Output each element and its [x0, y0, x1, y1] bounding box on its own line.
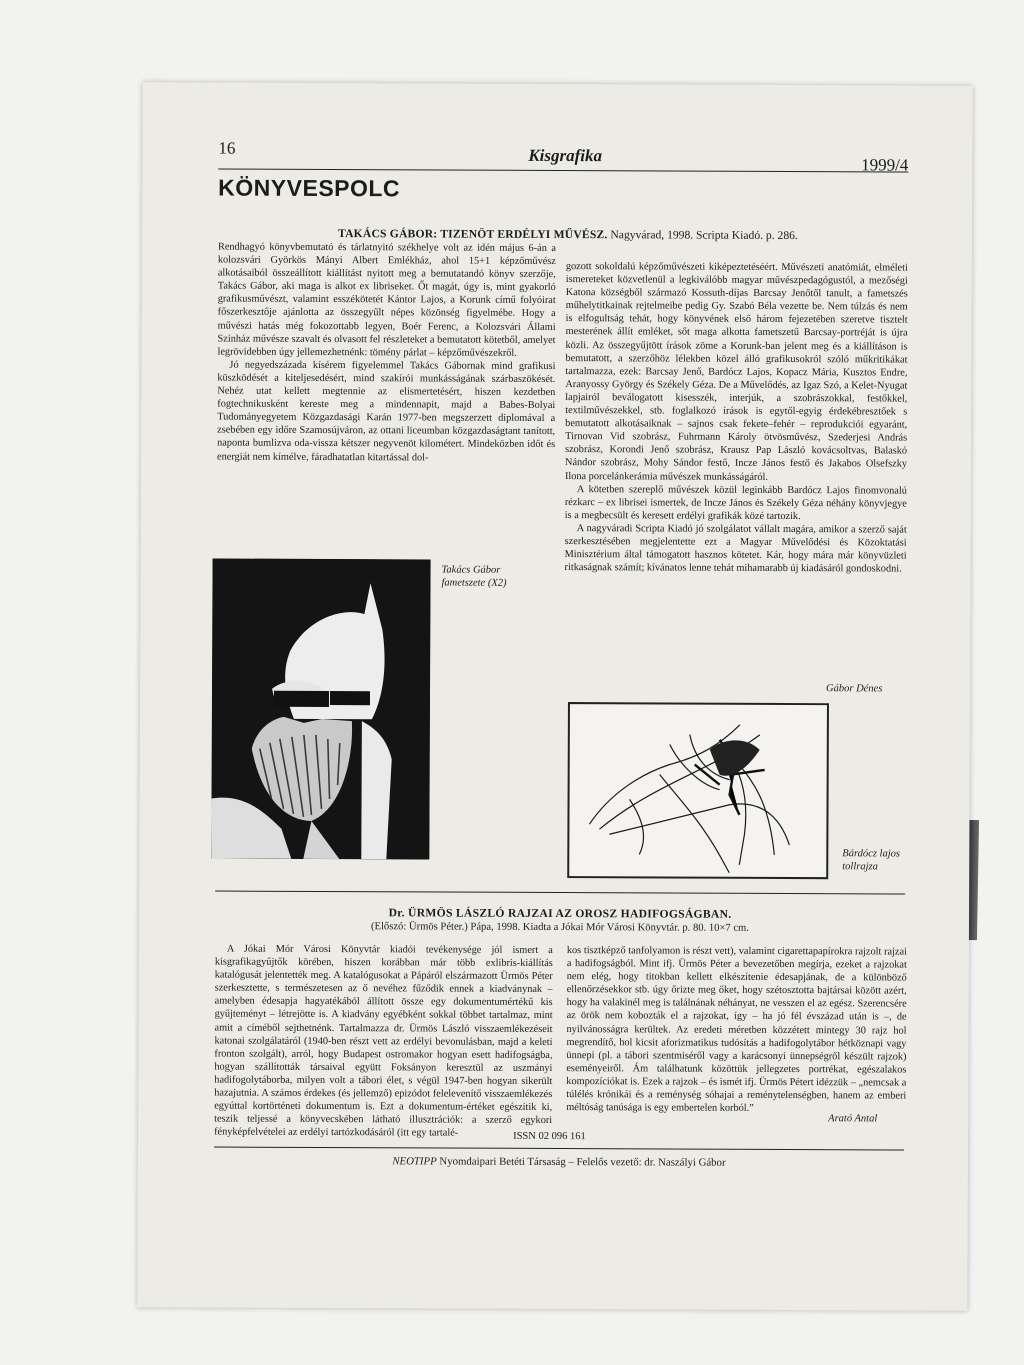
- image2-caption: Bárdócz lajos tollrajza: [842, 848, 900, 873]
- paragraph: kos tisztképző tanfolyamon is részt vett), valamint cigarettapapírokra rajzolt rajzai a hadifogságból. Mint ifj. Ürmös Péter a bevezetőben megírja, ezeket a rajzokat nem elég, hogy titokban kellett elkészítenie édesapjának, de a különböző ellenőrzésekkor stb. úgy őrizte meg őket, hogy szétosztotta bajtársai között azért, hogy ha valakinél meg is találnának néhányat, ne vesszen el az egész. Szerencsére az örök nem kobozták el a rajzokat, így – ha jó fél évszázad után is –, de nyilvánosságra kerültek. Az eredeti méretben közzétett mintegy 30 rajz hol megrendítő, hol kicsit aforizmatikus tudósítás a hadifogolytábor hétköznapi vagy ünnepi (pl. a tábori szentmiséről vagy a karácsonyi ünnepségről készült rajzok) eseményeiről. Ám találhatunk közöttük jellegzetes portrékat, egészalakos kompozíciókat is. Ezek a rajzok – és ismét ifj. Ürmös Pétert idézzük – „nemcsak a túlélés krónikái és a reménység sóhajai a reménytelenségben, hanem az emberi méltóság tanúsága is egy embertelen korból.”: [566, 945, 907, 1114]
- article-divider: [215, 891, 905, 895]
- article1-heading: [338, 227, 798, 242]
- article1-publication: Nagyvárad, 1998. Scripta Kiadó. p. 286.: [610, 228, 798, 243]
- article2-subtitle: (Előszó: Ürmös Péter.) Pápa, 1998. Kiadta a Jókai Mór Városi Könyvtár. p. 80. 10×7 cm.: [370, 921, 749, 934]
- page-header: [218, 139, 908, 173]
- paragraph: A kötetben szereplő művészek közül leginkább Bardócz Lajos finomvonalú rézkarc – ex librisei ismertek, de Incze János és Székely Géza néhány könyvjegye is a megbecsült és keresett erdélyi grafikák közé tartozik.: [564, 483, 907, 522]
- paragraph: Rendhagyó könyvbemutató és tárlatnyitó székhelye volt az idén május 6-án a kolozsvári Györkös Mányi Albert Emlékház, ahol 15+1 képzőművész alkotásaiból összeállított kiállítást nyitott meg a bemutatandó könyv szerzője, Takács Gábor, aki maga is alkot ex libriseket. Őt magát, úgy is, mint gyakorló grafikusművészt, valamint esszékötetét Kántor Lajos, a Korunk című folyóirat főszerkesztője ajánlotta az összegyűlt népes közönség figyelmébe. Hogy a művészi hatás még fokozottabb legyen, Boér Ferenc, a Kolozsvári Állami Színház művésze szavalt és olvasott fel részleteket a bemutatott kötetből, amelyet legrövidebben úgy jellemezhetnénk: tömény párlat – képzőművészekről.: [217, 241, 556, 359]
- paragraph: A nagyváradi Scripta Kiadó jó szolgálatot vállalt magára, amikor a szerző saját szerkesztésében megjelentette ezt a Magyar Művelődési és Közoktatási Minisztérium által támogatott hasznos kötetet. Kár, hogy mára már könyvüzleti ritkaságnak számít; kívánatos lenne tehát mihamarabb új kiadásáról gondoskodni.: [564, 522, 907, 575]
- section-title: KÖNYVESPOLC: [218, 174, 401, 202]
- article2-column-left: [214, 943, 553, 1141]
- printer-footer: [214, 1155, 904, 1170]
- issue-number: 1999/4: [861, 155, 909, 175]
- magazine-page: [137, 82, 972, 1311]
- article1-column-right: [565, 260, 908, 576]
- article1-column-left: [217, 241, 556, 465]
- pen-drawing-sketch: [569, 704, 827, 877]
- magazine-title: Kisgrafika: [528, 145, 603, 166]
- woodcut-portrait-image: [211, 559, 430, 860]
- woodcut-portrait-drawing: [211, 559, 430, 860]
- paragraph: Jó negyedszázada kísérem figyelemmel Takács Gábornak mind grafikusi küszködését a kiteljesedésért, mind szakírói munkásságának szárbaszökését. Nehéz utat kellett megtennie az elismertetésért, hiszen kezdetben fogtechnikusként kereste meg a mindennapit, majd a Babes-Bolyai Tudományegyetem Közgazdasági Karán 1977-ben megszerzett diplomával a zsebében egy időre Szamosújváron, az ottani liceumban közgazdaságtant tanított, naponta bumlizva oda-vissza kétszer negyvenöt kilométert. Mindeközben időt és energiát nem kímélve, fáradhatatlan kitartással dol-: [217, 359, 556, 463]
- article2-signature: Arató Antal: [828, 1113, 878, 1125]
- page-number: 16: [218, 138, 236, 158]
- article2-title: Dr. ÜRMÖS LÁSZLÓ RAJZAI AZ OROSZ HADIFOGSÁGBAN.: [388, 906, 732, 921]
- paragraph: gozott sokoldalú képzőművészeti kiképeztetéséért. Művészeti anatómiát, elméleti ismereteket közvetlenül a legkiválóbb magyar művészpedagógustól, a mezőségi Katona községből származó Kossuth-díjas Barcsay Jenőtől tanult, a fametszés műhelytitkainak rejtelmeibe pedig Gy. Szabó Béla vezette be. Nem túlzás és nem is elfogultság tehát, hogy könyvének első három fejezetében szeretve tisztelt mesterének állít emléket, sőt maga alkotta fametszetű Barcsay-portréját is újra közli. Az összegyűjtött írások zöme a Korunk-ban jelent meg és a kiállításon is bemutatott, a szerzőhöz lélekben közel álló grafikusokról szóló műkritikákat tartalmazza, ezek: Barcsay Jenő, Bardócz Lajos, Kopacz Mária, Kusztos Endre, Aranyossy György és Székely Géza. De a Művelődés, az Igaz Szó, a Kelet-Nyugat lapjairól beválogatott kisesszék, interjúk, a szobrászokkal, festőkkel, textilművészekkel, stb. foglalkozó írások is egytől-egyig érdekébresztőek s bemutatott alkotásaiknak – sajnos csak fekete–fehér – reprodukciói egyaránt, Tirnovan Vid szobrász, Fuhrmann Károly ötvösművész, Szederjesi András szobrász, Korondi Jenő szobrász, Krausz Pap László kovácsoltvas, Balaskó Nándor szobrász, Mohy Sándor festő, Incze János festő és Jakabos Olsefszky Ilona porcelánkerámia művészek munkásságáról.: [564, 261, 908, 483]
- image1-caption: Takács Gábor fametszete (X2): [441, 564, 507, 589]
- printer-name: NEOTIPP: [392, 1155, 437, 1168]
- issn-number: ISSN 02 096 161: [513, 1130, 586, 1143]
- pen-drawing-image: [567, 702, 829, 879]
- paragraph: A Jókai Mór Városi Könyvtár kiadói tevékenysége jól ismert a kisgrafikagyűjtők körében, hiszen korábban már több exlibris-kiállítás katalógusát jelentették meg. A katalógusokat a Pápáról elszármazott Ürmös Péter szerkesztette, s természetesen az ő nevéhez fűződik ennek a kiadványnak – amelyben édesapja hagyatékából állított össze egy dokumentumértékű kis gyűjteményt – létrejötte is. A kiadvány egyébként sokkal többet tartalmaz, mint amit a címéből sejthetnénk. Tartalmazza dr. Ürmös László visszaemlékezéseit katonai szolgálatáról (1940-ben részt vett az erdélyi bevonulásban, majd a keleti fronton szolgált), arról, hogy Budapest ostromakor hogyan esett hadifogságba, hogyan szállították társaival együtt Foksányon keresztül az uszmányi hadifogolytáborba, milyen volt a tábori élet, s végül 1947-ben hogyan sikerült hazajutnia. A számos érdekes (és jellemző) epizódot felelevenítő visszaemlékezés egyúttal kortörténeti dokumentum is. Ezt a dokumentum-értéket egészítik ki, teszik teljessé a könyvecskében látható illusztrációk: a szerző egykori fényképfelvételei az erdélyi tartózkodásáról (itt egy tartalé-: [214, 943, 553, 1139]
- footer-divider: [214, 1147, 904, 1151]
- article1-title: TAKÁCS GÁBOR: TIZENÖT ERDÉLYI MŰVÉSZ.: [337, 227, 608, 242]
- printer-details: Nyomdaipari Betéti Társaság – Felelős vezető: dr. Naszályi Gábor: [436, 1155, 726, 1169]
- article2-column-right: [566, 944, 907, 1116]
- article1-signature: Gábor Dénes: [826, 683, 883, 695]
